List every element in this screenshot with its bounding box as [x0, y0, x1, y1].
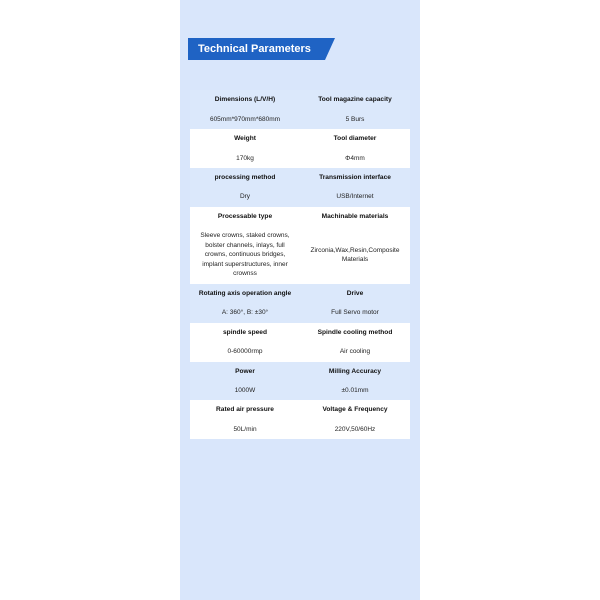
spec-value: 170kg [236, 154, 254, 162]
table-row [190, 420, 410, 439]
spec-value: Full Servo motor [331, 309, 379, 317]
spec-label: Transmission interface [319, 173, 391, 181]
spec-label: Tool magazine capacity [318, 96, 392, 103]
spec-value: Zirconia,Wax,Resin,Composite Materials [310, 246, 400, 263]
spec-value: 1000W [234, 387, 256, 395]
spec-label: processing method [214, 173, 276, 181]
table-row [190, 400, 410, 420]
spec-value: 50L/min [233, 426, 257, 434]
table-row [190, 207, 410, 227]
spec-value: Sleeve crowns, staked crowns, bolster channels, inlays, full crowns, continuous bridges, implant superstructures, inner crownss [200, 232, 290, 278]
spec-value: A: 360°, B: ±30° [221, 309, 269, 317]
spec-value: 605mm*970mm*680mm [209, 115, 281, 123]
spec-label: Spindle cooling method [317, 328, 393, 336]
spec-value: Air cooling [339, 348, 371, 356]
spec-label: spindle speed [223, 328, 267, 336]
spec-label: Machinable materials [321, 212, 389, 220]
spec-label: Weight [234, 134, 256, 142]
table-row [190, 303, 410, 322]
spec-label: Drive [346, 289, 364, 297]
table-row [190, 187, 410, 206]
spec-label: Milling Accuracy [328, 367, 382, 375]
spec-label: Dimensions (L/V/H) [214, 96, 276, 103]
spec-label: Rotating axis operation angle [198, 289, 292, 297]
table-row [190, 90, 410, 110]
spec-value: 220V,50/60Hz [334, 426, 376, 434]
table-row [190, 168, 410, 188]
spec-value: ±0.01mm [341, 387, 369, 395]
page-title: Technical Parameters [188, 38, 325, 60]
spec-value: 0-60000rmp [227, 348, 263, 356]
spec-label: Processable type [217, 212, 273, 220]
table-row [190, 110, 410, 129]
table-row [190, 226, 410, 283]
spec-value: Dry [239, 193, 251, 201]
spec-label: Power [235, 367, 255, 375]
table-row [190, 149, 410, 168]
technical-parameters-table [190, 90, 410, 439]
spec-label: Voltage & Frequency [322, 406, 388, 414]
table-row [190, 362, 410, 382]
table-row [190, 323, 410, 343]
table-row [190, 381, 410, 400]
table-row [190, 129, 410, 149]
spec-value: Φ4mm [345, 154, 365, 162]
spec-label: Tool diameter [333, 134, 377, 142]
table-row [190, 342, 410, 361]
spec-value: 5 Burs [345, 115, 365, 123]
spec-label: Rated air pressure [216, 406, 274, 414]
spec-value: USB/Internet [336, 193, 374, 201]
table-row [190, 284, 410, 304]
content-column [180, 0, 420, 600]
page-title-banner [188, 38, 325, 60]
